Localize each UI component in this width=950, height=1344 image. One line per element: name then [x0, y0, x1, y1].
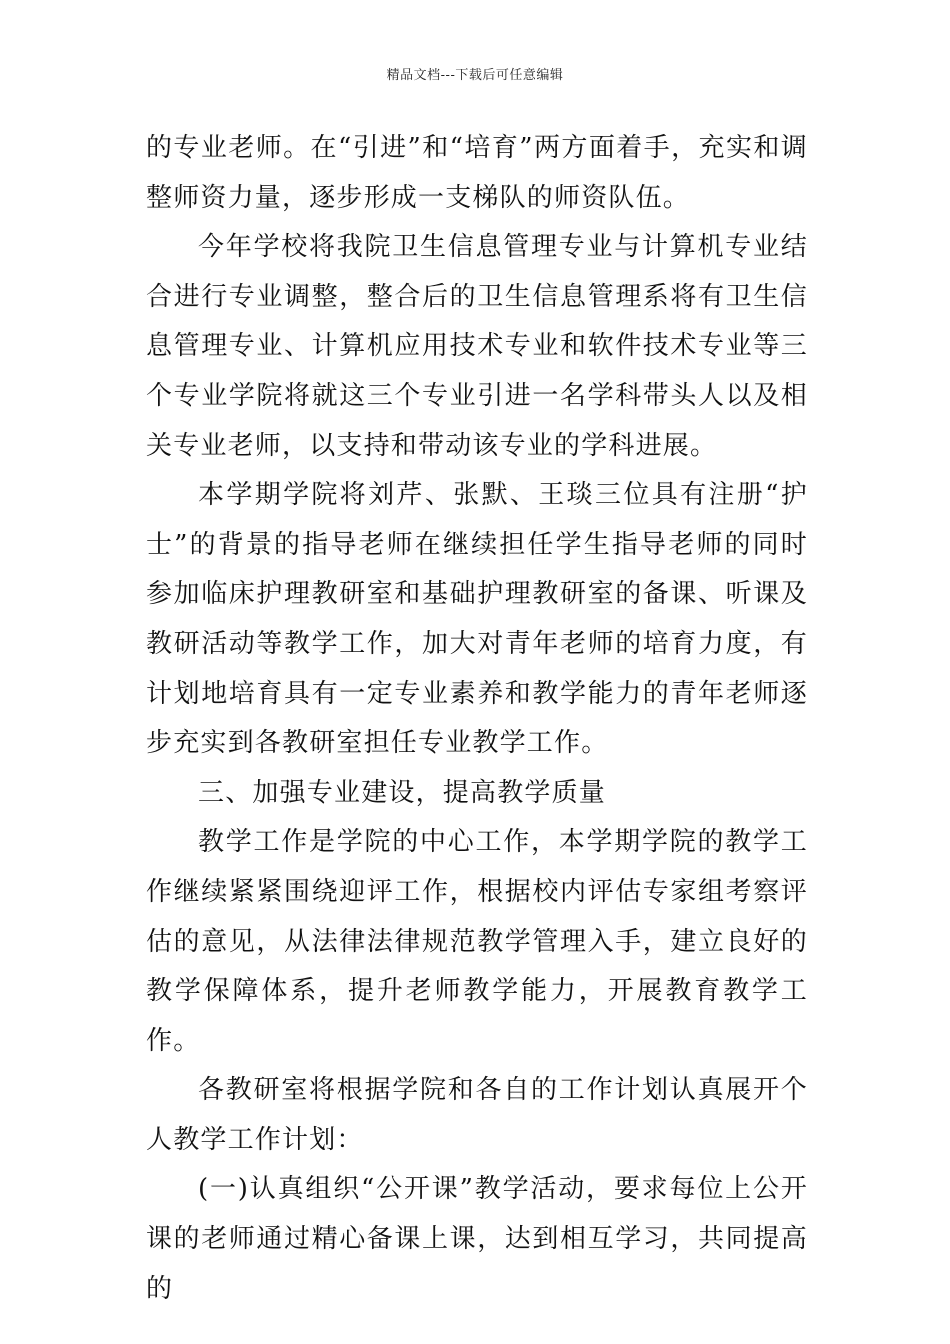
page-header: 精品文档---下载后可任意编辑 [386, 68, 564, 83]
paragraph-continuation: 的专业老师。在“引进”和“培育”两方面着手，充实和调整师资力量，逐步形成一支梯队的师资队伍。 [146, 133, 808, 213]
paragraph-major-restructure: 今年学校将我院卫生信息管理专业与计算机专业结合进行专业调整，整合后的卫生信息管理系将有卫生信息管理专业、计算机应用技术专业和软件技术专业等三个专业学院将就这三个专业引进一名学科带头人以及相关专业老师，以支持和带动该专业的学科进展。 [146, 232, 808, 461]
paragraph-open-class: (一)认真组织“公开课”教学活动，要求每位上公开课的老师通过精心备课上课，达到相互学习，共同提高的 [146, 1174, 808, 1304]
section-heading: 三、加强专业建设，提高教学质量 [198, 777, 607, 808]
paragraph-teaching-work: 教学工作是学院的中心工作，本学期学院的教学工作继续紧紧围绕迎评工作，根据校内评估专家组考察评估的意见，从法律法律规范教学管理入手，建立良好的教学保障体系，提升老师教学能力，开展教育教学工作。 [146, 827, 808, 1056]
paragraph-nursing-teachers: 本学期学院将刘芹、张默、王琰三位具有注册“护士”的背景的指导老师在继续担任学生指导老师的同时参加临床护理教研室和基础护理教研室的备课、听课及教研活动等教学工作，加大对青年老师的培育力度，有计划地培育具有一定专业素养和教学能力的青年老师逐步充实到各教研室担任专业教学工作。 [146, 480, 808, 759]
document-body [146, 124, 808, 1314]
paragraph-teaching-plan: 各教研室将根据学院和各自的工作计划认真展开个人教学工作计划： [146, 1075, 808, 1155]
